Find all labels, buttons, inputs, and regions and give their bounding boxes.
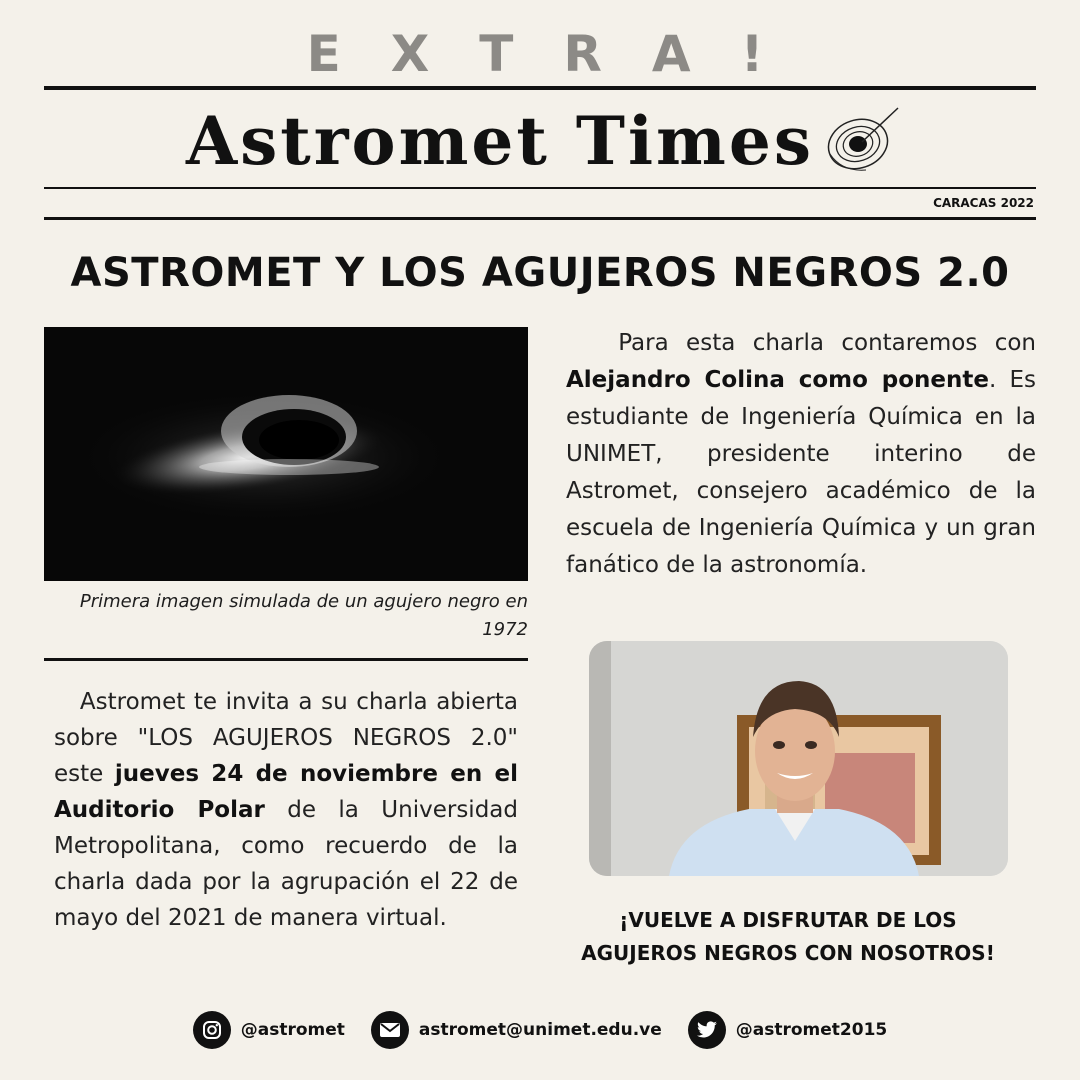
- extra-banner: EXTRA!: [306, 25, 814, 83]
- instagram-handle: @astromet: [240, 1020, 345, 1040]
- black-hole-image: [44, 327, 528, 581]
- masthead-title: Astromet Times: [185, 102, 815, 180]
- mid-rule: [44, 658, 528, 661]
- headline: ASTROMET Y LOS AGUJEROS NEGROS 2.0: [70, 250, 1010, 296]
- article-right-text2: . Es estudiante de Ingeniería Química en la UNIMET, presidente interino de Astromet, consejero académico de la escuela de Ingeniería Química y un gran fanático de la astronomía.: [566, 367, 1036, 578]
- social-bar: [0, 1010, 1080, 1050]
- article-left-text1: Astromet te invita a su charla abierta sobre "LOS AGUJEROS NEGROS 2.0" este: [54, 689, 518, 787]
- twitter-link[interactable]: [688, 1011, 887, 1049]
- cta-line-2: AGUJEROS NEGROS CON NOSOTROS!: [581, 941, 995, 965]
- cta-line-1: ¡VUELVE A DISFRUTAR DE LOS: [619, 908, 957, 932]
- email-address: astromet@unimet.edu.ve: [418, 1020, 662, 1040]
- article-left-text2: de la Universidad Metropolitana, como recuerdo de la charla dada por la agrupación el 22 de mayo del 2021 de manera virtual.: [54, 797, 518, 931]
- instagram-link[interactable]: [193, 1011, 345, 1049]
- image-caption: Primera imagen simulada de un agujero negro en 1972: [79, 591, 528, 640]
- instagram-icon: [193, 1011, 231, 1049]
- article-left: [54, 684, 518, 936]
- email-link[interactable]: [371, 1011, 662, 1049]
- masthead-bottom-rule: [44, 187, 1036, 189]
- article-left-highlight: jueves 24 de noviembre en el Auditorio Polar: [54, 761, 518, 823]
- article-right: [566, 325, 1036, 584]
- speaker-photo: [589, 641, 1008, 876]
- city-year: CARACAS 2022: [933, 196, 1034, 210]
- call-to-action: [560, 904, 1016, 970]
- article-right-text1: Para esta charla contaremos con: [618, 330, 1036, 356]
- black-hole-sketch-icon: [822, 102, 904, 182]
- twitter-handle: @astromet2015: [735, 1020, 888, 1040]
- mail-icon: [371, 1011, 409, 1049]
- top-rule: [44, 86, 1036, 90]
- dateline-rule: [44, 217, 1036, 220]
- twitter-icon: [688, 1011, 726, 1049]
- article-right-highlight: Alejandro Colina como ponente: [566, 367, 989, 393]
